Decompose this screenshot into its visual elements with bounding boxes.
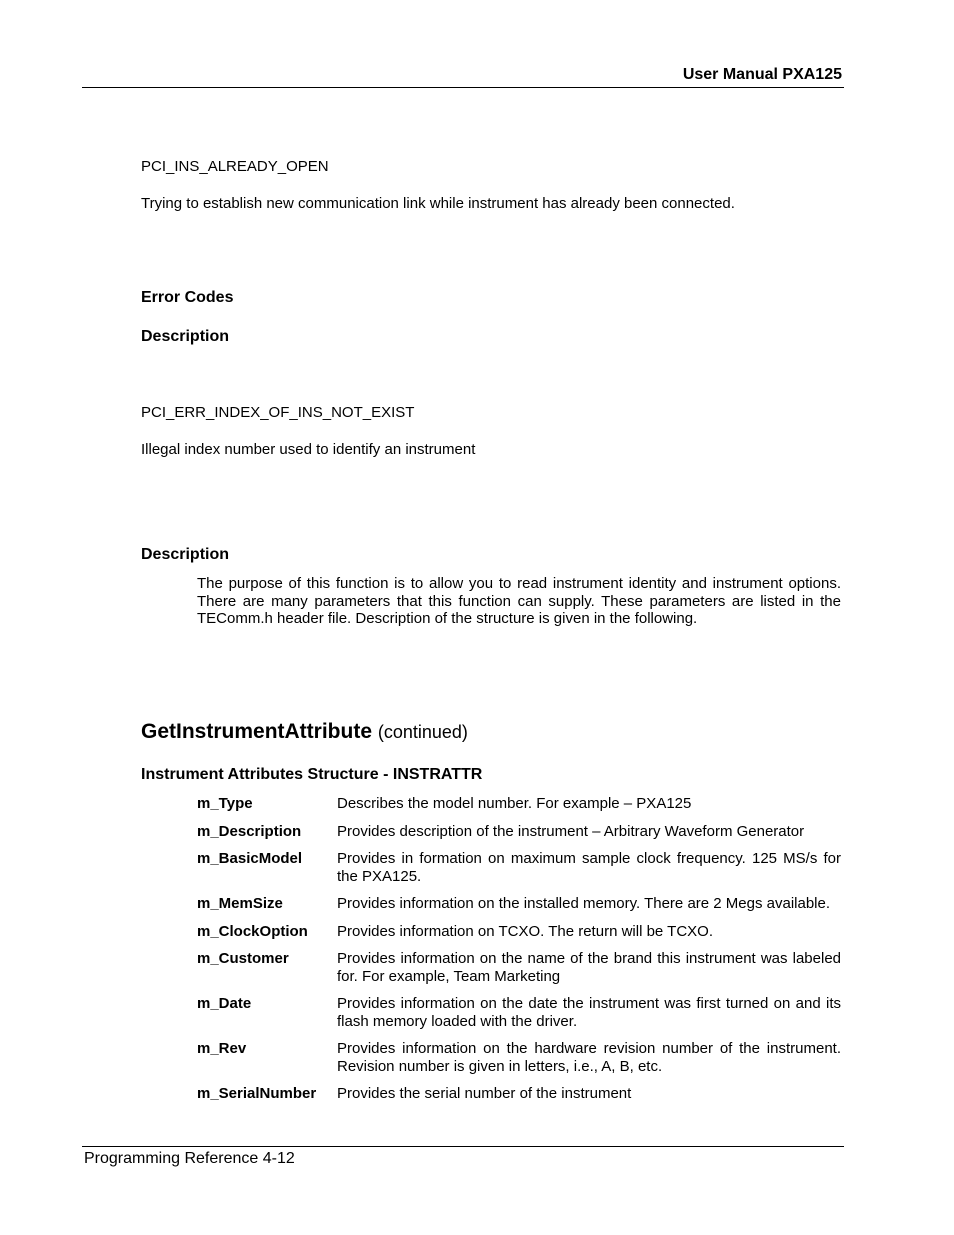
function-continued-label: (continued) [377, 722, 468, 742]
attribute-description: Provides description of the instrument – Arbitrary Waveform Generator [337, 822, 805, 840]
attribute-name: m_Description [197, 822, 302, 840]
function-title [141, 720, 468, 744]
attribute-description: Provides information on the date the instrument was first turned on and its flash memory loaded with the driver. [337, 995, 841, 1030]
description-heading: Description [141, 328, 230, 345]
attribute-description: Provides information on TCXO. The return will be TCXO. [337, 922, 713, 940]
error-codes-heading: Error Codes [141, 289, 234, 306]
attribute-name: m_BasicModel [197, 850, 303, 867]
attribute-description: Provides information on the installed memory. There are 2 Megs available. [337, 895, 831, 912]
attribute-row [197, 895, 841, 913]
function-description-paragraph: The purpose of this function is to allow you to read instrument identity and instrument options. There are many parameters that this function can supply. These parameters are listed in the TEComm.h header file. Description of the structure is given in the following. [197, 575, 841, 627]
attribute-description: Provides information on the name of the brand this instrument was labeled for. For example, Team Marketing [337, 950, 841, 985]
attribute-name: m_Rev [197, 1040, 247, 1057]
structure-heading: Instrument Attributes Structure - INSTRATTR [141, 766, 483, 783]
attribute-row [197, 795, 841, 813]
attributes-table [197, 795, 841, 1113]
function-name: GetInstrumentAttribute [141, 720, 372, 743]
attribute-row [197, 850, 841, 885]
attribute-row [197, 950, 841, 985]
attribute-name: m_ClockOption [197, 922, 308, 940]
attribute-description: Provides in formation on maximum sample clock frequency. 125 MS/s for the PXA125. [337, 850, 841, 885]
attribute-row [197, 1040, 841, 1075]
error-code-already-open: PCI_INS_ALREADY_OPEN [141, 158, 329, 175]
attribute-row [197, 823, 841, 841]
error-code-index-not-exist: PCI_ERR_INDEX_OF_INS_NOT_EXIST [141, 404, 415, 421]
header-rule [82, 87, 844, 88]
attribute-name: m_SerialNumber [197, 1085, 317, 1102]
attribute-row [197, 1085, 841, 1103]
attribute-row [197, 995, 841, 1030]
attribute-description: Describes the model number. For example – PXA125 [337, 795, 692, 812]
attribute-row [197, 923, 841, 941]
header-title: User Manual PXA125 [682, 66, 842, 83]
error-description-already-open: Trying to establish new communication link while instrument has already been connected. [141, 195, 735, 212]
attribute-description: Provides the serial number of the instrument [337, 1085, 632, 1102]
footer-rule [82, 1146, 844, 1147]
error-description-index-not-exist: Illegal index number used to identify an instrument [141, 441, 476, 458]
attribute-name: m_Type [197, 795, 253, 812]
attribute-name: m_Customer [197, 950, 289, 967]
attribute-name: m_Date [197, 995, 252, 1012]
attribute-name: m_MemSize [197, 895, 283, 912]
function-description-heading: Description [141, 546, 230, 563]
footer-text: Programming Reference 4-12 [84, 1150, 295, 1167]
attribute-description: Provides information on the hardware revision number of the instrument. Revision number is given in letters, i.e., A, B, etc. [337, 1040, 841, 1075]
